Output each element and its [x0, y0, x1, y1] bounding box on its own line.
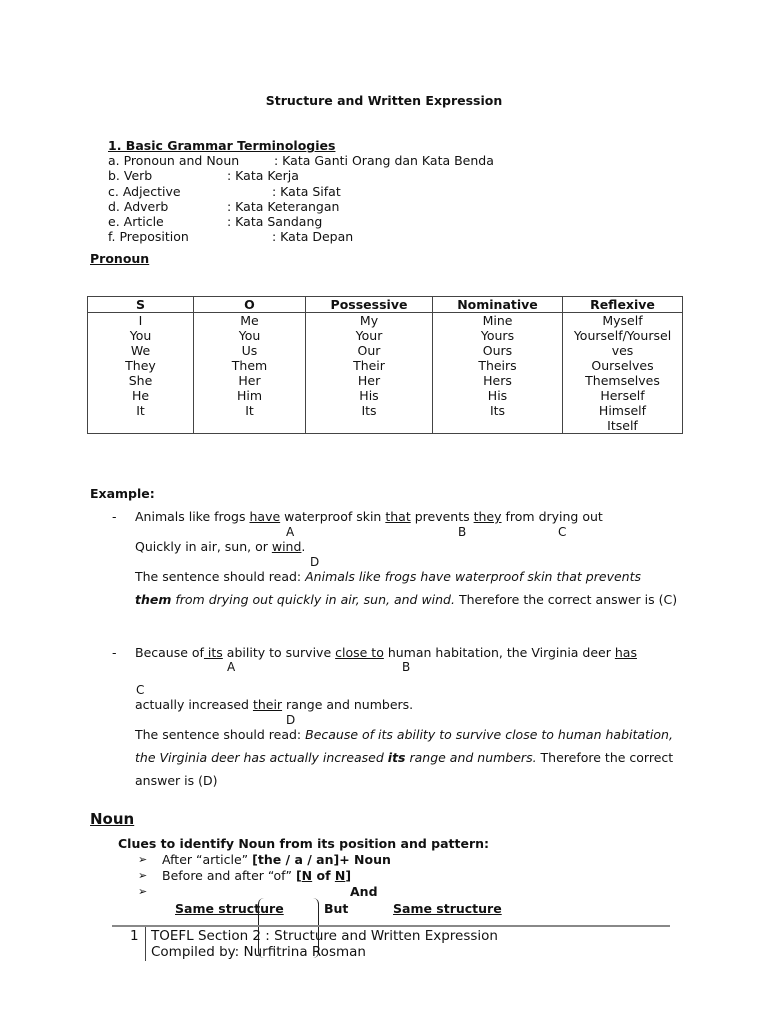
table-cell: You: [238, 328, 261, 343]
term-row: [108, 168, 608, 183]
arrow-bullet-icon: ➢: [138, 885, 148, 898]
object-column: [194, 313, 306, 434]
option-marker-b: B: [458, 525, 467, 539]
text-span: waterproof skin: [280, 509, 386, 524]
table-header-cell: O: [194, 297, 306, 313]
arrow-bullet-icon: ➢: [138, 869, 148, 882]
term-key: b. Verb: [108, 168, 153, 183]
term-value: : Kata Sifat: [272, 184, 341, 199]
table-row: [88, 313, 683, 434]
footer-column-divider: [145, 927, 146, 961]
term-row: [108, 199, 608, 214]
underlined-option-c: has: [614, 645, 637, 660]
table-cell: Ourselves: [591, 358, 654, 373]
arrow-bullet-icon: ➢: [138, 853, 148, 866]
same-structure-right: Same structure: [393, 901, 502, 916]
term-row: [108, 184, 608, 199]
term-key: a. Pronoun and Noun: [108, 153, 240, 168]
term-value: : Kata Sandang: [227, 214, 323, 229]
table-header-cell: Possessive: [306, 297, 433, 313]
bold-text: [the / a / an]+ Noun: [252, 852, 391, 867]
bold-text: them: [135, 592, 172, 607]
term-row: [108, 153, 608, 168]
clue-3-and: And: [350, 884, 378, 899]
reflexive-column: [563, 313, 683, 434]
example-1-explanation: [135, 565, 680, 611]
underlined-option-b: close to: [335, 645, 384, 660]
option-marker-c: C: [136, 683, 145, 697]
table-cell: Themselves: [585, 373, 660, 388]
table-cell: Her: [238, 373, 261, 388]
option-marker-d: D: [286, 713, 296, 727]
underlined-option-c: they: [473, 509, 502, 524]
underlined-option-d: wind: [271, 539, 302, 554]
table-cell: Me: [240, 313, 259, 328]
table-cell: You: [129, 328, 152, 343]
example-2-question-line-2: [135, 697, 413, 712]
table-header-cell: S: [88, 297, 194, 313]
table-header-row: [88, 297, 683, 313]
text-span: The sentence should read:: [135, 569, 306, 584]
table-cell: Them: [231, 358, 268, 373]
table-cell: He: [131, 388, 150, 403]
table-cell: It: [245, 403, 254, 418]
bold-underlined-text: N: [334, 868, 346, 883]
term-row: [108, 214, 608, 229]
text-span: Therefore the correct answer is (D): [135, 750, 674, 788]
option-marker-a: A: [286, 525, 295, 539]
text-span: Before and after “of”: [162, 868, 296, 883]
example-heading: Example:: [90, 486, 155, 501]
table-cell: Its: [361, 403, 377, 418]
table-cell: Herself: [600, 388, 645, 403]
underlined-option-a: its: [203, 645, 223, 660]
footer-divider: [112, 925, 670, 927]
table-header-cell: Reflexive: [563, 297, 683, 313]
text-span: human habitation, the Virginia deer: [383, 645, 615, 660]
table-cell: Yourself/Yoursel: [573, 328, 672, 343]
section-heading-terminologies: 1. Basic Grammar Terminologies: [108, 138, 336, 153]
example-2-explanation: [135, 723, 680, 792]
table-cell: Our: [357, 343, 381, 358]
table-header-cell: Nominative: [433, 297, 563, 313]
example-1-question-line-1: [135, 509, 603, 524]
option-marker-d: D: [310, 555, 320, 569]
table-cell: Theirs: [478, 358, 517, 373]
table-cell: Your: [355, 328, 383, 343]
bullet-dash: -: [112, 645, 117, 660]
term-key: d. Adverb: [108, 199, 169, 214]
bullet-dash: -: [112, 509, 117, 524]
table-cell: Her: [357, 373, 381, 388]
clue-1: [162, 852, 391, 867]
table-cell: Its: [489, 403, 506, 418]
text-span: .: [301, 539, 306, 554]
footer-line-1: TOEFL Section 2 : Structure and Written Expression: [151, 928, 498, 944]
table-cell: My: [359, 313, 379, 328]
term-row: [108, 229, 608, 244]
clue-3-but: But: [324, 901, 349, 916]
bold-text: [: [295, 868, 302, 883]
term-value: : Kata Keterangan: [227, 199, 340, 214]
table-cell: Ours: [482, 343, 513, 358]
bold-text: its: [387, 750, 406, 765]
clue-2: [162, 868, 351, 883]
bold-text: of: [312, 868, 335, 883]
nominative-column: [433, 313, 563, 434]
underlined-option-d: their: [252, 697, 283, 712]
table-cell: We: [130, 343, 151, 358]
text-span: After “article”: [162, 852, 253, 867]
subject-column: [88, 313, 194, 434]
option-marker-b: B: [402, 660, 411, 674]
text-span: Animals like frogs: [135, 509, 250, 524]
italic-text: Animals like frogs have waterproof skin that prevents: [305, 569, 641, 584]
table-cell: Us: [241, 343, 258, 358]
text-span: Quickly in air, sun, or: [135, 539, 272, 554]
possessive-column: [306, 313, 433, 434]
term-key: c. Adjective: [108, 184, 181, 199]
pronoun-table: [87, 296, 683, 434]
example-2-question-line-1: [135, 645, 637, 660]
italic-text: Because of its ability to survive close to human habitation, the Virginia deer has actually increased: [135, 727, 673, 765]
text-span: Therefore the correct answer is (C): [454, 592, 678, 607]
table-cell: Yours: [480, 328, 515, 343]
noun-heading: Noun: [90, 810, 135, 828]
underlined-option-b: that: [385, 509, 411, 524]
text-span: range and numbers.: [282, 697, 414, 712]
table-cell: His: [487, 388, 508, 403]
table-cell: They: [125, 358, 156, 373]
term-key: f. Preposition: [108, 229, 189, 244]
table-cell: Hers: [483, 373, 512, 388]
term-value: : Kata Depan: [272, 229, 354, 244]
table-cell: Mine: [482, 313, 513, 328]
option-marker-c: C: [558, 525, 567, 539]
example-1-question-line-2: [135, 539, 305, 554]
table-cell: Himself: [598, 403, 647, 418]
term-key: e. Article: [108, 214, 164, 229]
term-value: : Kata Ganti Orang dan Kata Benda: [274, 153, 494, 168]
table-cell: She: [128, 373, 153, 388]
text-span: from drying out: [501, 509, 603, 524]
text-span: ability to survive: [222, 645, 336, 660]
underlined-option-a: have: [249, 509, 281, 524]
text-span: The sentence should read:: [135, 727, 306, 742]
text-span: prevents: [410, 509, 474, 524]
table-cell: Him: [236, 388, 263, 403]
same-structure-left: Same structure: [175, 901, 284, 916]
footer-line-2: Compiled by: Nurfitrina Rosman: [151, 944, 366, 960]
italic-text: from drying out quickly in air, sun, and wind.: [171, 592, 455, 607]
option-marker-a: A: [227, 660, 236, 674]
table-cell: I: [138, 313, 143, 328]
table-cell: Their: [353, 358, 385, 373]
text-span: Because of: [135, 645, 204, 660]
table-cell: It: [136, 403, 145, 418]
pronoun-heading: Pronoun: [90, 251, 150, 266]
bold-underlined-text: N: [301, 868, 313, 883]
clues-heading: Clues to identify Noun from its position and pattern:: [118, 836, 490, 851]
italic-text: range and numbers.: [405, 750, 537, 765]
bold-text: ]: [345, 868, 352, 883]
table-cell: ves: [611, 343, 634, 358]
document-title: Structure and Written Expression: [265, 93, 503, 108]
term-value: : Kata Kerja: [227, 168, 299, 183]
table-cell: Itself: [607, 418, 638, 433]
table-cell: His: [359, 388, 379, 403]
table-cell: Myself: [602, 313, 643, 328]
page-number: 1: [130, 928, 139, 944]
text-span: actually increased: [135, 697, 253, 712]
